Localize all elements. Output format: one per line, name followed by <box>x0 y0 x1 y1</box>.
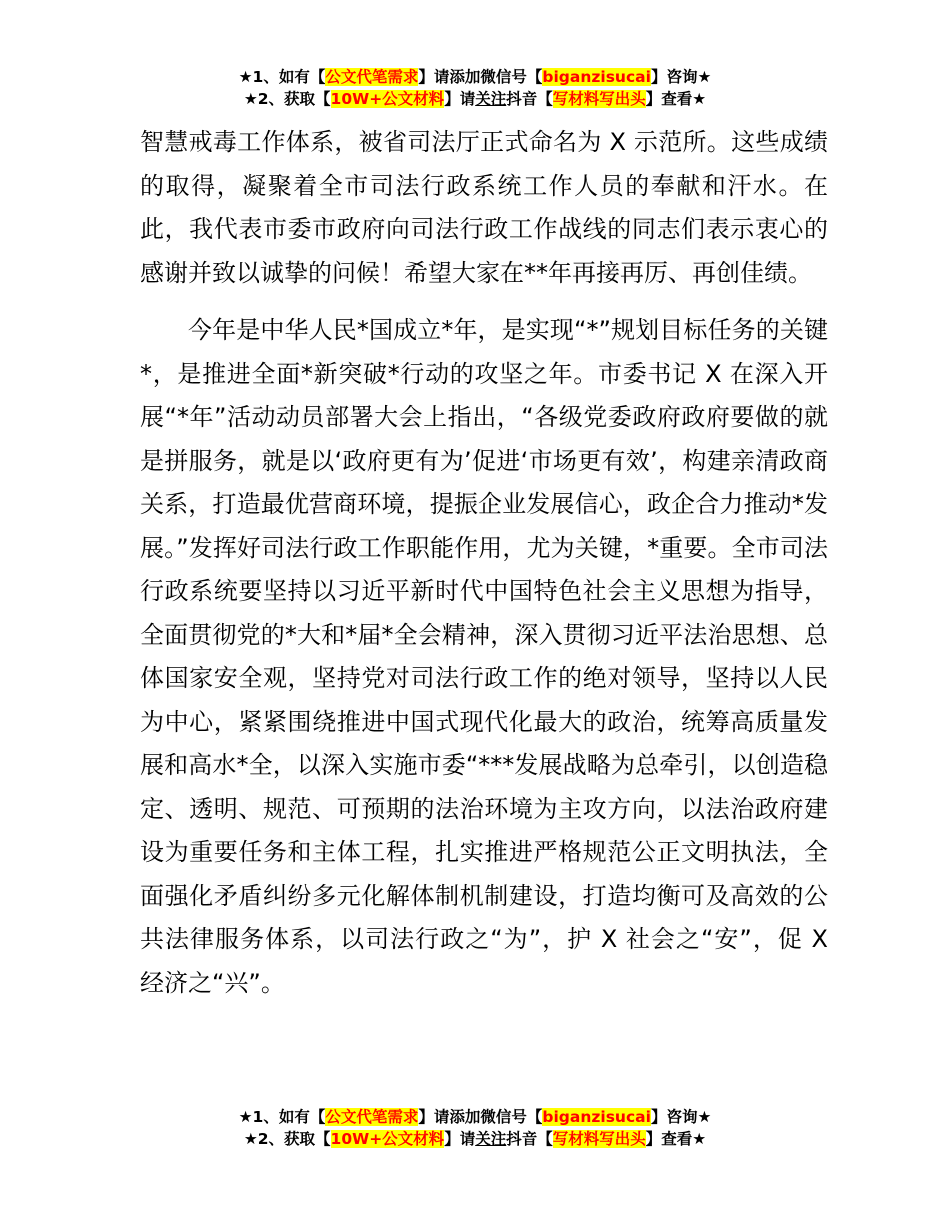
highlight-wechat-id: biganzisucai <box>542 68 651 86</box>
footer-line-1: ★1、如有【公文代笔需求】请添加微信号【biganzisucai】咨询★ <box>238 1108 712 1126</box>
highlight-douyin-account: 写材料写出头 <box>552 90 646 108</box>
footer-line-2: ★2、获取【10W+公文材料】请关注抖音【写材料写出头】查看★ <box>243 1130 707 1148</box>
footer-banner <box>0 1106 950 1150</box>
highlight-materials: 10W+公文材料 <box>330 90 445 108</box>
paragraph-1: 智慧戒毒工作体系，被省司法厅正式命名为 X 示范所。这些成绩的取得，凝聚着全市司法行政系统工作人员的奉献和汗水。在此，我代表市委市政府向司法行政工作战线的同志们表示衷心的感谢并致以诚挚的问候！希望大家在**年再接再厉、再创佳绩。 <box>140 128 828 287</box>
highlight-wechat-id: biganzisucai <box>542 1108 651 1126</box>
highlight-ghostwriting: 公文代笔需求 <box>325 1108 419 1126</box>
header-line-1: ★1、如有【公文代笔需求】请添加微信号【biganzisucai】咨询★ <box>238 68 712 86</box>
highlight-douyin-account: 写材料写出头 <box>552 1130 646 1148</box>
underlined-follow: 关注 <box>475 1130 507 1148</box>
underlined-follow: 关注 <box>475 90 507 108</box>
document-body <box>140 121 828 1005</box>
paragraph-2: 今年是中华人民*国成立*年，是实现“*”规划目标任务的关键*，是推进全面*新突破*行动的攻坚之年。市委书记 X 在深入开展“*年”活动动员部署大会上指出，“各级党委政府政府要做的就是拼服务，就是以‘政府更有为’促进‘市场更有效’，构建亲清政商关系，打造最优营商环境，提振企业发展信心，政企合力推动*发展。”发挥好司法行政工作职能作用，尤为关键，*重要。全市司法行政系统要坚持以习近平新时代中国特色社会主义思想为指导，全面贯彻党的*大和*届*全会精神，深入贯彻习近平法治思想、总体国家安全观，坚持党对司法行政工作的绝对领导，坚持以人民为中心，紧紧围绕推进中国式现代化最大的政治，统筹高质量发展和高水*全，以深入实施市委“***发展战略为总牵引，以创造稳定、透明、规范、可预期的法治环境为主攻方向，以法治政府建设为重要任务和主体工程，扎实推进严格规范公正文明执法，全面强化矛盾纠纷多元化解体制机制建设，打造均衡可及高效的公共法律服务体系，以司法行政之“为”，护 X 社会之“安”，促 X 经济之“兴”。 <box>140 316 828 997</box>
highlight-materials: 10W+公文材料 <box>330 1130 445 1148</box>
highlight-ghostwriting: 公文代笔需求 <box>325 68 419 86</box>
header-banner <box>0 66 950 110</box>
header-line-2: ★2、获取【10W+公文材料】请关注抖音【写材料写出头】查看★ <box>243 90 707 108</box>
